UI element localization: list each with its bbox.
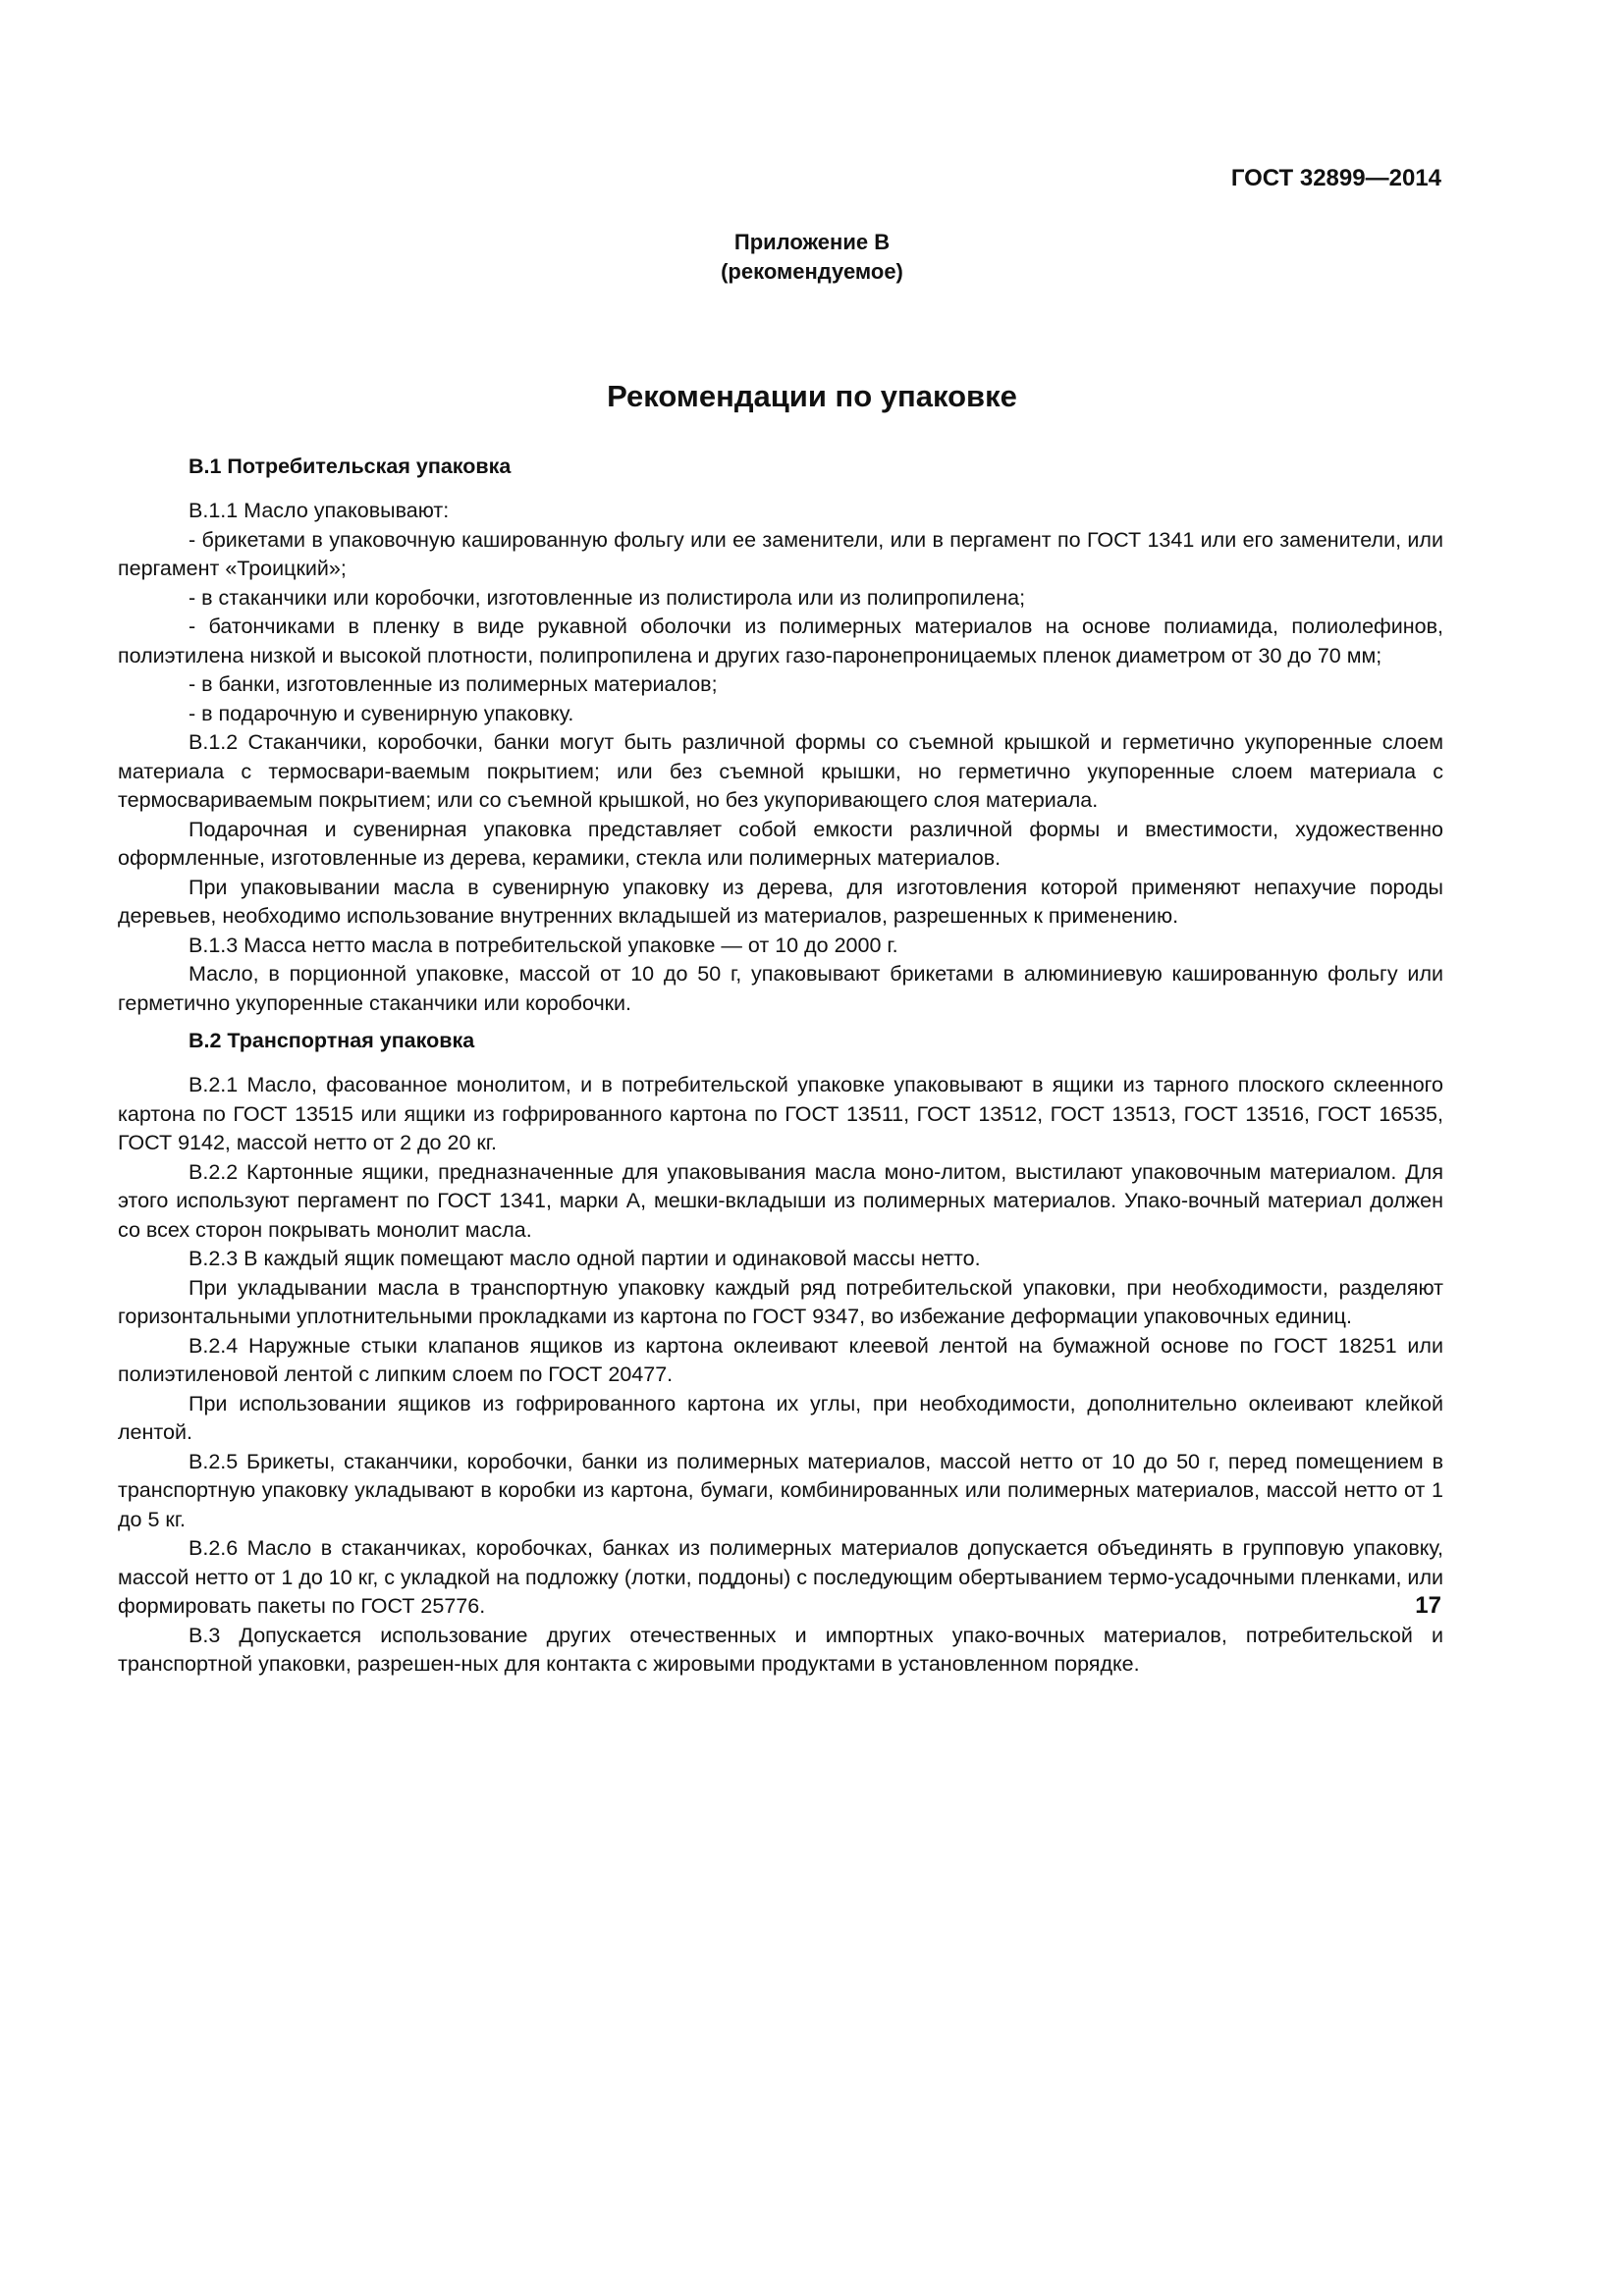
annex-title: Приложение В bbox=[733, 230, 891, 254]
paragraph: В.3 Допускается использование других отечественных и импортных упако-вочных материалов, потребительской и транспортной упаковки, разрешен-ных для контакта с жировыми продуктами в установленном порядке. bbox=[118, 1623, 1443, 1676]
paragraph: При упаковывании масла в сувенирную упаковку из дерева, для изготовления которой применяют непахучие породы деревьев, необходимо использование внутренних вкладышей из материалов, разрешенных к применению. bbox=[118, 875, 1443, 928]
paragraph: В.2.5 Брикеты, стаканчики, коробочки, банки из полимерных материалов, массой нетто от 10 до 50 г, перед помещением в транспортную упаковку укладывают в коробки из картона, бумаги, комбинированных или полимерных материалов, массой нетто от 1 до 5 кг. bbox=[118, 1449, 1443, 1531]
page-title: Рекомендации по упаковке bbox=[607, 379, 1017, 413]
paragraph: - в банки, изготовленные из полимерных материалов; bbox=[189, 672, 718, 696]
paragraph: При укладывании масла в транспортную упаковку каждый ряд потребительской упаковки, при необходимости, разделяют горизонтальными уплотнительными прокладками из картона по ГОСТ 9347, во избежание деформации упаковочных единиц. bbox=[118, 1275, 1443, 1328]
paragraph: При использовании ящиков из гофрированного картона их углы, при необходимости, дополнительно оклеивают клейкой лентой. bbox=[118, 1391, 1443, 1444]
paragraph: В.1.2 Стаканчики, коробочки, банки могут быть различной формы со съемной крышкой и герметично укупоренные слоем материала с термосвари-ваемым покрытием; или без съемной крышки, но герметично укупоренные слоем материала с термосвариваемым покрытием; или со съемной крышкой, но без укупоривающего слоя материала. bbox=[118, 730, 1443, 812]
paragraph: В.2.6 Масло в стаканчиках, коробочках, банках из полимерных материалов допускается объединять в групповую упаковку, массой нетто от 1 до 10 кг, с укладкой на подложку (лотки, поддоны) с последующим обертыванием термо-усадочными пленками, или формировать пакеты по ГОСТ 25776. bbox=[118, 1536, 1443, 1618]
paragraph: В.2.2 Картонные ящики, предназначенные для упаковывания масла моно-литом, выстилают упаковочным материалом. Для этого используют пергамент по ГОСТ 1341, марки А, мешки-вкладыши из полимерных материалов. Упако-вочный материал должен со всех сторон покрывать монолит масла. bbox=[118, 1159, 1443, 1242]
paragraph: Масло, в порционной упаковке, массой от 10 до 50 г, упаковывают брикетами в алюминиевую кашированную фольгу или герметично укупоренные стаканчики или коробочки. bbox=[118, 962, 1443, 1015]
page-number: 17 bbox=[1415, 1592, 1441, 1619]
paragraph: - батончиками в пленку в виде рукавной оболочки из полимерных материалов на основе полиамида, полиолефинов, полиэтилена низкой и высокой плотности, полипропилена и других газо-паронепроницаемых пленок диаметром от 30 до 70 мм; bbox=[118, 614, 1443, 667]
paragraph: В.2.3 В каждый ящик помещают масло одной партии и одинаковой массы нетто. bbox=[189, 1247, 981, 1270]
paragraph: - брикетами в упаковочную кашированную фольгу или ее заменители, или в пергамент по ГОСТ 1341 или его заменители, или пергамент «Троицкий»; bbox=[118, 527, 1443, 580]
document-body bbox=[118, 452, 1443, 1680]
paragraph: В.2.4 Наружные стыки клапанов ящиков из картона оклеивают клеевой лентой на бумажной основе по ГОСТ 18251 или полиэтиленовой лентой с липким слоем по ГОСТ 20477. bbox=[118, 1333, 1443, 1386]
paragraph: - в подарочную и сувенирную упаковку. bbox=[189, 701, 574, 725]
section-heading-transport: В.2 Транспортная упаковка bbox=[189, 1029, 475, 1052]
paragraph: Подарочная и сувенирная упаковка представляет собой емкости различной формы и вместимости, художественно оформленные, изготовленные из дерева, керамики, стекла или полимерных материалов. bbox=[118, 817, 1443, 870]
paragraph: В.1.3 Масса нетто масла в потребительской упаковке — от 10 до 2000 г. bbox=[189, 933, 898, 957]
paragraph: В.1.1 Масло упаковывают: bbox=[189, 499, 450, 522]
annex-status: (рекомендуемое) bbox=[721, 259, 903, 284]
section-heading-consumer: В.1 Потребительская упаковка bbox=[189, 454, 512, 478]
paragraph: В.2.1 Масло, фасованное монолитом, и в потребительской упаковке упаковывают в ящики из тарного плоского склеенного картона по ГОСТ 13515 или ящики из гофрированного картона по ГОСТ 13511, ГОСТ 13512, ГОСТ 13513, ГОСТ 13516, ГОСТ 16535, ГОСТ 9142, массой нетто от 2 до 20 кг. bbox=[118, 1073, 1443, 1154]
paragraph: - в стаканчики или коробочки, изготовленные из полистирола или из полипропилена; bbox=[189, 585, 1026, 610]
document-code: ГОСТ 32899—2014 bbox=[1230, 165, 1441, 191]
annex-block bbox=[0, 228, 1624, 287]
